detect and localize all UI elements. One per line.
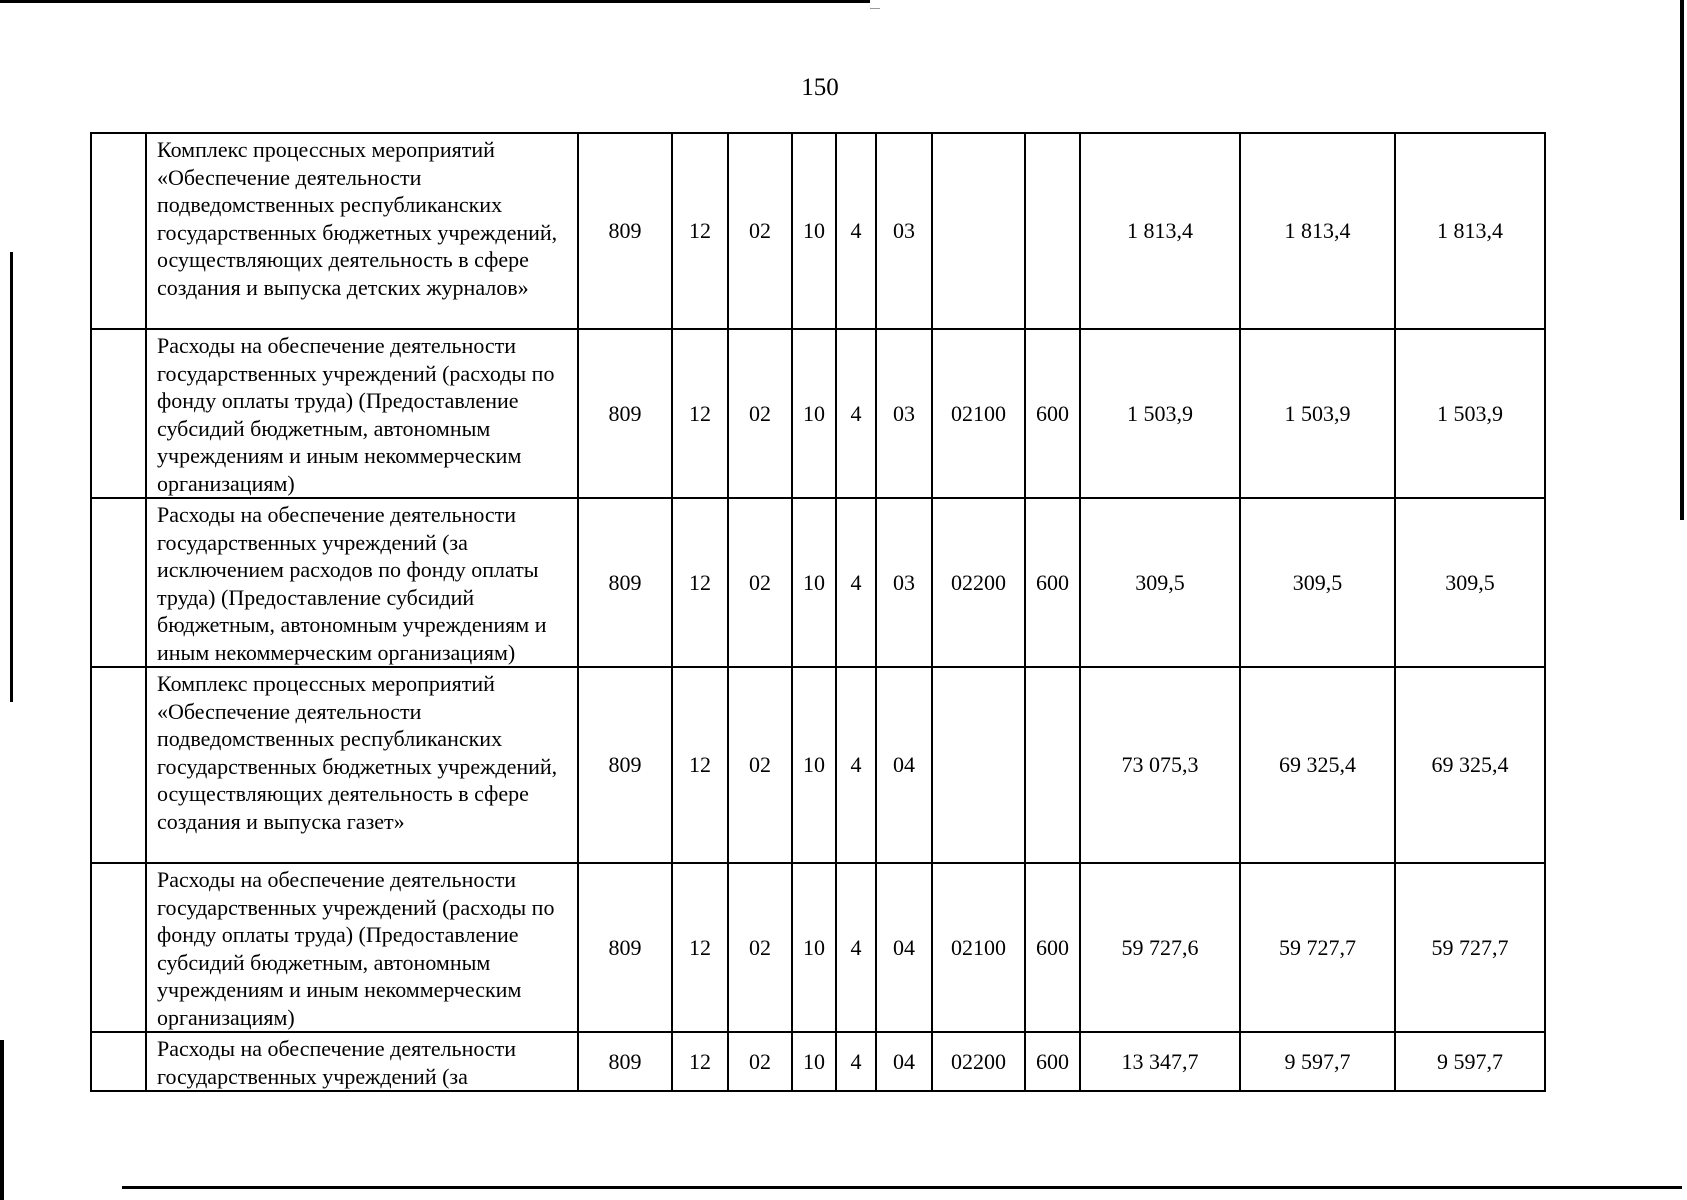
table-row	[91, 863, 1545, 1032]
gr-code-cell: 809	[578, 498, 672, 667]
program-cell: 10	[792, 667, 836, 863]
amount-year2-cell: 309,5	[1240, 498, 1395, 667]
row-number-cell	[91, 133, 146, 329]
amount-year3-cell: 1 503,9	[1395, 329, 1545, 498]
row-name-cell: Комплекс процессных мероприятий «Обеспечение деятельности подведомственных республиканских государственных бюджетных учреждений, осуществляющих деятельность в сфере создания и выпуска детских журналов»	[146, 133, 578, 329]
row-name-cell: Расходы на обеспечение деятельности государственных учреждений (расходы по фонду оплаты труда) (Предоставление субсидий бюджетным, автономным учреждениям и иным некоммерческим организациям)	[146, 329, 578, 498]
amount-year2-cell: 9 597,7	[1240, 1032, 1395, 1091]
amount-year1-cell: 13 347,7	[1080, 1032, 1240, 1091]
direction-cell	[932, 133, 1025, 329]
row-name-cell: Расходы на обеспечение деятельности государственных учреждений (за	[146, 1032, 578, 1091]
amount-year2-cell: 59 727,7	[1240, 863, 1395, 1032]
amount-year3-cell: 69 325,4	[1395, 667, 1545, 863]
table-row	[91, 133, 1545, 329]
type-cell: 4	[836, 667, 876, 863]
subsection-cell: 02	[728, 498, 792, 667]
section-cell: 12	[672, 133, 728, 329]
row-number-cell	[91, 329, 146, 498]
row-name-cell: Расходы на обеспечение деятельности государственных учреждений (расходы по фонду оплаты труда) (Предоставление субсидий бюджетным, автономным учреждениям и иным некоммерческим организациям)	[146, 863, 578, 1032]
direction-cell	[932, 667, 1025, 863]
program-cell: 10	[792, 133, 836, 329]
expense-type-cell: 600	[1025, 329, 1080, 498]
direction-cell: 02100	[932, 329, 1025, 498]
complex-cell: 04	[876, 667, 932, 863]
section-cell: 12	[672, 1032, 728, 1091]
gr-code-cell: 809	[578, 133, 672, 329]
scan-edge-top	[0, 0, 870, 3]
direction-cell: 02200	[932, 1032, 1025, 1091]
amount-year1-cell: 1 503,9	[1080, 329, 1240, 498]
amount-year1-cell: 73 075,3	[1080, 667, 1240, 863]
section-cell: 12	[672, 498, 728, 667]
row-number-cell	[91, 498, 146, 667]
complex-cell: 03	[876, 329, 932, 498]
complex-cell: 04	[876, 1032, 932, 1091]
program-cell: 10	[792, 329, 836, 498]
gr-code-cell: 809	[578, 667, 672, 863]
amount-year3-cell: 9 597,7	[1395, 1032, 1545, 1091]
amount-year1-cell: 1 813,4	[1080, 133, 1240, 329]
type-cell: 4	[836, 1032, 876, 1091]
row-name-cell: Комплекс процессных мероприятий «Обеспечение деятельности подведомственных республиканских государственных бюджетных учреждений, осуществляющих деятельность в сфере создания и выпуска газет»	[146, 667, 578, 863]
scan-edge-top-faint	[870, 8, 880, 9]
type-cell: 4	[836, 498, 876, 667]
row-number-cell	[91, 667, 146, 863]
scan-edge-left-bottom	[0, 1040, 4, 1200]
subsection-cell: 02	[728, 863, 792, 1032]
expense-type-cell	[1025, 667, 1080, 863]
complex-cell: 03	[876, 133, 932, 329]
amount-year2-cell: 1 813,4	[1240, 133, 1395, 329]
table-row	[91, 667, 1545, 863]
scan-edge-left-mid	[10, 252, 13, 702]
section-cell: 12	[672, 667, 728, 863]
amount-year1-cell: 59 727,6	[1080, 863, 1240, 1032]
table-row	[91, 329, 1545, 498]
row-number-cell	[91, 863, 146, 1032]
complex-cell: 03	[876, 498, 932, 667]
amount-year3-cell: 59 727,7	[1395, 863, 1545, 1032]
type-cell: 4	[836, 329, 876, 498]
scan-edge-bottom	[122, 1186, 1682, 1189]
page-number: 150	[801, 74, 839, 101]
row-name-cell: Расходы на обеспечение деятельности государственных учреждений (за исключением расходов по фонду оплаты труда) (Предоставление субсидий бюджетным, автономным учреждениям и иным некоммерческим организациям)	[146, 498, 578, 667]
amount-year1-cell: 309,5	[1080, 498, 1240, 667]
amount-year3-cell: 1 813,4	[1395, 133, 1545, 329]
subsection-cell: 02	[728, 329, 792, 498]
amount-year2-cell: 69 325,4	[1240, 667, 1395, 863]
section-cell: 12	[672, 329, 728, 498]
program-cell: 10	[792, 1032, 836, 1091]
amount-year2-cell: 1 503,9	[1240, 329, 1395, 498]
subsection-cell: 02	[728, 667, 792, 863]
scan-edge-right	[1680, 0, 1684, 520]
type-cell: 4	[836, 863, 876, 1032]
table-row	[91, 498, 1545, 667]
expense-type-cell: 600	[1025, 1032, 1080, 1091]
program-cell: 10	[792, 863, 836, 1032]
gr-code-cell: 809	[578, 863, 672, 1032]
complex-cell: 04	[876, 863, 932, 1032]
type-cell: 4	[836, 133, 876, 329]
direction-cell: 02100	[932, 863, 1025, 1032]
program-cell: 10	[792, 498, 836, 667]
subsection-cell: 02	[728, 1032, 792, 1091]
subsection-cell: 02	[728, 133, 792, 329]
expense-type-cell: 600	[1025, 498, 1080, 667]
row-number-cell	[91, 1032, 146, 1091]
table-row	[91, 1032, 1545, 1091]
gr-code-cell: 809	[578, 329, 672, 498]
section-cell: 12	[672, 863, 728, 1032]
expense-type-cell: 600	[1025, 863, 1080, 1032]
amount-year3-cell: 309,5	[1395, 498, 1545, 667]
expense-type-cell	[1025, 133, 1080, 329]
gr-code-cell: 809	[578, 1032, 672, 1091]
direction-cell: 02200	[932, 498, 1025, 667]
budget-table	[90, 132, 1546, 1092]
